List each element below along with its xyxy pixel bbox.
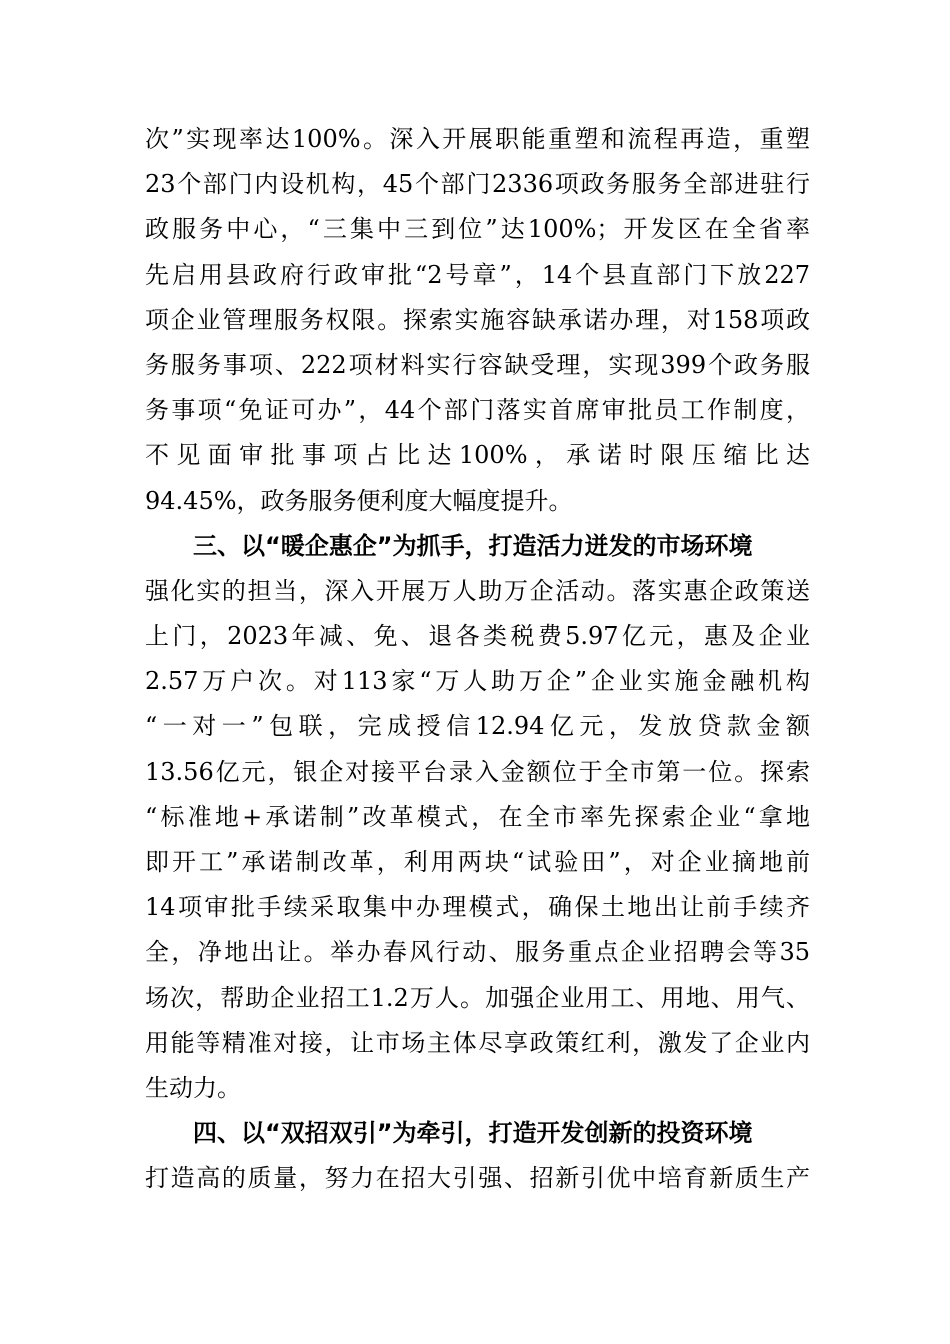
text-line: 用能等精准对接，让市场主体尽享政策红利，激发了企业内 [145, 1028, 810, 1057]
text-line: 政服务中心，“三集中三到位”达100%；开发区在全省率 [145, 215, 810, 244]
paragraph-investment-environment [145, 1156, 810, 1201]
document-body [145, 117, 810, 1202]
text-line: 全，净地出让。举办春风行动、服务重点企业招聘会等35 [145, 938, 810, 967]
text-line: “一对一”包联，完成授信12.94亿元，发放贷款金额 [145, 712, 810, 741]
text-line: 次”实现率达100%。深入开展职能重塑和流程再造，重塑 [145, 125, 810, 153]
text-line: 即开工”承诺制改革，利用两块“试验田”，对企业摘地前 [145, 848, 810, 876]
text-line: 生动力。 [145, 1073, 241, 1102]
text-line: 上门，2023年减、免、退各类税费5.97亿元，惠及企业 [145, 622, 810, 651]
text-line: 23个部门内设机构，45个部门2336项政务服务全部进驻行 [145, 170, 810, 199]
text-line: “标准地+承诺制”改革模式，在全市率先探索企业“拿地 [145, 802, 810, 831]
text-line: 项企业管理服务权限。探索实施容缺承诺办理，对158项政 [145, 305, 810, 334]
paragraph-market-environment [145, 569, 810, 1111]
text-line: 先启用县政府行政审批“2号章”，14个县直部门下放227 [145, 260, 810, 289]
text-line: 务事项“免证可办”，44个部门落实首席审批员工作制度， [145, 396, 810, 425]
text-line: 强化实的担当，深入开展万人助万企活动。落实惠企政策送 [145, 576, 810, 605]
text-line: 场次，帮助企业招工1.2万人。加强企业用工、用地、用气、 [145, 983, 810, 1012]
paragraph-government-services [145, 117, 810, 524]
text-line: 94.45%，政务服务便利度大幅度提升。 [145, 486, 573, 515]
text-line: 务服务事项、222项材料实行容缺受理，实现399个政务服 [145, 350, 810, 379]
text-line: 13.56亿元，银企对接平台录入金额位于全市第一位。探索 [145, 757, 810, 786]
text-line: 打造高的质量，努力在招大引强、招新引优中培育新质生产 [145, 1164, 810, 1193]
text-line: 2.57万户次。对113家“万人助万企”企业实施金融机构 [145, 667, 810, 696]
section-heading-3: 三、以“暖企惠企”为抓手，打造活力迸发的市场环境 [193, 531, 753, 560]
section-heading-4: 四、以“双招双引”为牵引，打造开发创新的投资环境 [193, 1119, 753, 1148]
text-line: 14项审批手续采取集中办理模式，确保土地出让前手续齐 [145, 893, 810, 922]
text-line: 不见面审批事项占比达100%，承诺时限压缩比达 [145, 441, 810, 470]
